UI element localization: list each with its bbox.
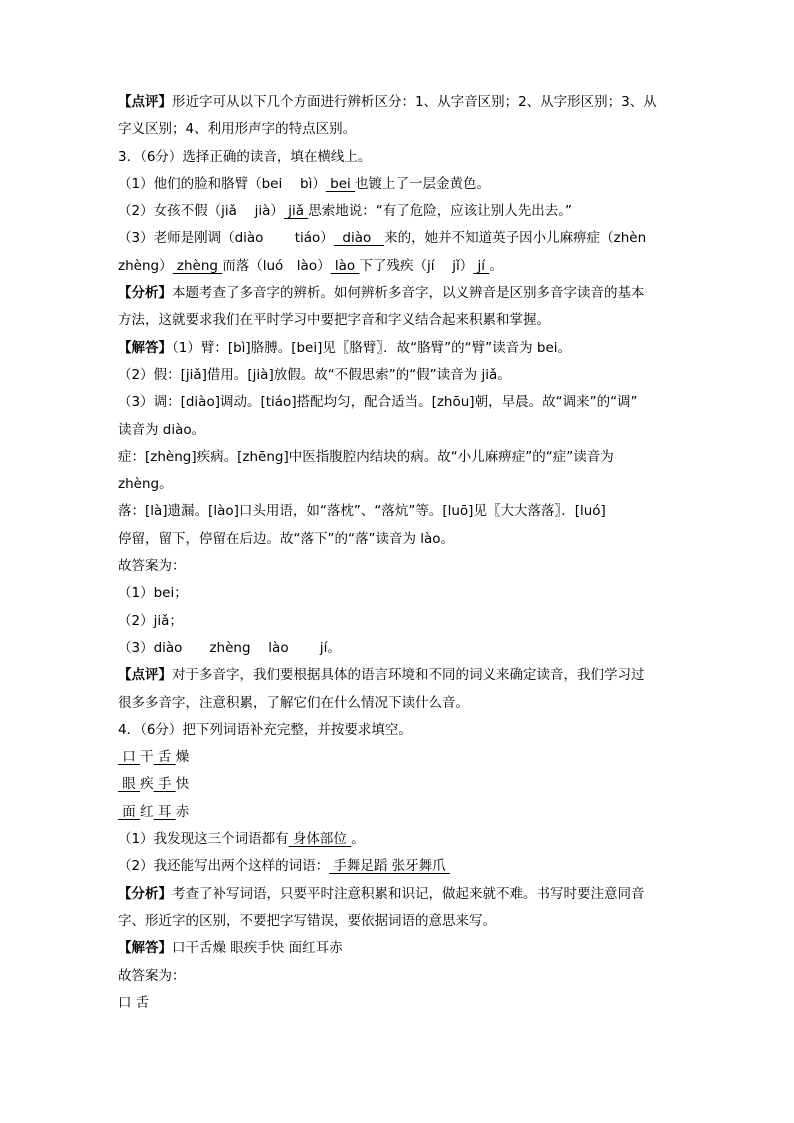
text-segment: 干: [140, 749, 154, 766]
text-segment: （2）jiǎ；: [118, 612, 183, 629]
answer-blank: jiǎ: [283, 203, 309, 220]
text-segment: （3）调：[diào]调动。[tiáo]搭配均匀，配合适当。[zhōu]朝，早晨。故“调来”的“调”: [118, 394, 638, 411]
answer-blank: diào: [333, 230, 385, 247]
answer-blank: 身体部位: [288, 831, 352, 848]
text-segment: zhèng）: [118, 257, 173, 274]
text-line: [118, 693, 688, 720]
text-segment: 症：[zhèng]疾病。[zhēng]中医指腹腔内结块的病。故“小儿麻痹症”的“症”读音为: [118, 448, 614, 465]
text-line: [118, 638, 688, 665]
text-segment: 而落（luó lào）: [222, 257, 331, 274]
text-segment: 故答案为：: [118, 558, 186, 575]
text-segment: （1）他们的脸和胳臂（bei bì）: [118, 175, 326, 192]
text-line: [118, 92, 688, 119]
text-line: [118, 501, 688, 528]
answer-blank: 手: [153, 776, 176, 793]
text-segment: 快: [175, 776, 190, 793]
answer-blank: 耳: [153, 803, 176, 820]
text-line: [118, 283, 688, 310]
text-line: [118, 911, 688, 938]
text-line: [118, 747, 688, 774]
answer-blank: bei: [325, 175, 356, 192]
text-segment: （2）假：[jiǎ]借用。[jià]放假。故“不假思索”的“假”读音为 jiǎ。: [118, 366, 511, 383]
text-segment: 燥: [175, 749, 190, 766]
text-segment: 来的，她并不知道英子因小儿麻痹症（zhèn: [384, 230, 647, 247]
text-segment: 形近字可从以下几个方面进行辨析区分：1、从字音区别；2、从字形区别；3、从: [172, 94, 657, 110]
document-body: [118, 92, 688, 1020]
text-segment: 读音为 diào。: [118, 421, 206, 438]
text-line: [118, 529, 688, 556]
section-label: 【点评】: [118, 667, 172, 684]
text-segment: 停留，留下，停留在后边。故“落下”的“落”读音为 lào。: [118, 530, 455, 547]
text-line: [118, 583, 688, 610]
text-segment: 很多多音字，注意积累，了解它们在什么情况下读什么音。: [118, 694, 469, 711]
text-segment: 赤: [175, 803, 190, 820]
text-segment: （1）臂：[bì]胳膊。[bei]见〖胳臂〗．故“胳臂”的“臂”读音为 bei。: [172, 339, 571, 356]
text-segment: （2）我还能写出两个这样的词语：: [118, 858, 330, 875]
answer-blank: zhèng: [172, 257, 223, 274]
text-segment: 本题考查了多音字的辨析。如何辨析多音字，以义辨音是区别多音字读音的基本: [172, 285, 645, 302]
text-line: [118, 228, 688, 255]
text-segment: 落：[là]遗漏。[lào]口头用语，如“落枕”、“落炕”等。[luō]见〖大大落落〗．[luó]: [118, 503, 606, 520]
answer-blank: jí: [473, 257, 490, 274]
text-segment: 口干舌燥 眼疾手快 面红耳赤: [172, 940, 343, 957]
text-segment: 4．（6分）把下列词语补充完整，并按要求填空。: [118, 721, 412, 738]
text-line: [118, 720, 688, 747]
section-label: 【解答】: [118, 940, 172, 957]
text-segment: zhèng。: [118, 476, 173, 493]
answer-blank: 舌: [153, 749, 176, 766]
text-segment: （1）我发现这三个词语都有: [118, 831, 289, 848]
text-segment: 疾: [140, 776, 154, 793]
section-label: 【点评】: [118, 94, 172, 110]
text-segment: （3）老师是刚调（diào tiáo）: [118, 230, 334, 247]
text-line: [118, 119, 688, 146]
answer-blank: 眼: [118, 776, 141, 793]
text-segment: 故答案为：: [118, 967, 186, 984]
text-segment: 红: [140, 803, 154, 820]
text-segment: （2）女孩不假（jiǎ jià）: [118, 203, 284, 220]
answer-blank: 口: [118, 749, 141, 766]
text-segment: 。: [351, 831, 365, 848]
text-line: [118, 474, 688, 501]
text-segment: 也镀上了一层金黄色。: [355, 175, 491, 192]
text-line: [118, 365, 688, 392]
text-segment: （3）diào zhèng lào jí。: [118, 639, 341, 656]
text-line: [118, 611, 688, 638]
text-line: [118, 966, 688, 993]
text-segment: 字义区别；4、利用形声字的特点区别。: [118, 121, 357, 138]
text-line: [118, 774, 688, 801]
text-segment: 。: [489, 257, 503, 274]
section-label: 【分析】: [118, 885, 172, 902]
text-line: [118, 829, 688, 856]
text-line: [118, 884, 688, 911]
text-segment: 对于多音字，我们要根据具体的语言环境和不同的词义来确定读音，我们学习过: [172, 667, 645, 684]
text-line: [118, 256, 688, 283]
answer-blank: lào: [330, 257, 360, 274]
text-segment: （1）bei；: [118, 585, 188, 602]
text-segment: 字、形近字的区别，不要把字写错误，要依据词语的意思来写。: [118, 912, 496, 929]
text-line: [118, 802, 688, 829]
text-line: [118, 201, 688, 228]
text-segment: 方法，这就要求我们在平时学习中要把字音和字义结合起来积累和掌握。: [118, 312, 550, 329]
text-line: [118, 665, 688, 692]
section-label: 【分析】: [118, 285, 172, 302]
text-line: [118, 310, 688, 337]
answer-blank: 面: [118, 803, 141, 820]
text-line: [118, 420, 688, 447]
text-line: [118, 338, 688, 365]
text-line: [118, 993, 688, 1020]
text-segment: 口 舌: [118, 994, 150, 1011]
text-segment: 考查了补写词语，只要平时注意积累和识记，做起来就不难。书写时要注意同音: [172, 885, 645, 902]
section-label: 【解答】: [118, 339, 172, 356]
text-line: [118, 174, 688, 201]
text-line: [118, 556, 688, 583]
text-line: [118, 856, 688, 883]
text-line: [118, 392, 688, 419]
text-line: [118, 147, 688, 174]
text-segment: 思索地说：“有了危险，应该让别人先出去。”: [308, 203, 573, 220]
text-line: [118, 447, 688, 474]
text-segment: 3．（6分）选择正确的读音，填在横线上。: [118, 148, 372, 165]
text-segment: 下了残疾（jí jǐ）: [359, 257, 474, 274]
answer-blank: 手舞足蹈 张牙舞爪: [329, 858, 450, 875]
text-line: [118, 938, 688, 965]
